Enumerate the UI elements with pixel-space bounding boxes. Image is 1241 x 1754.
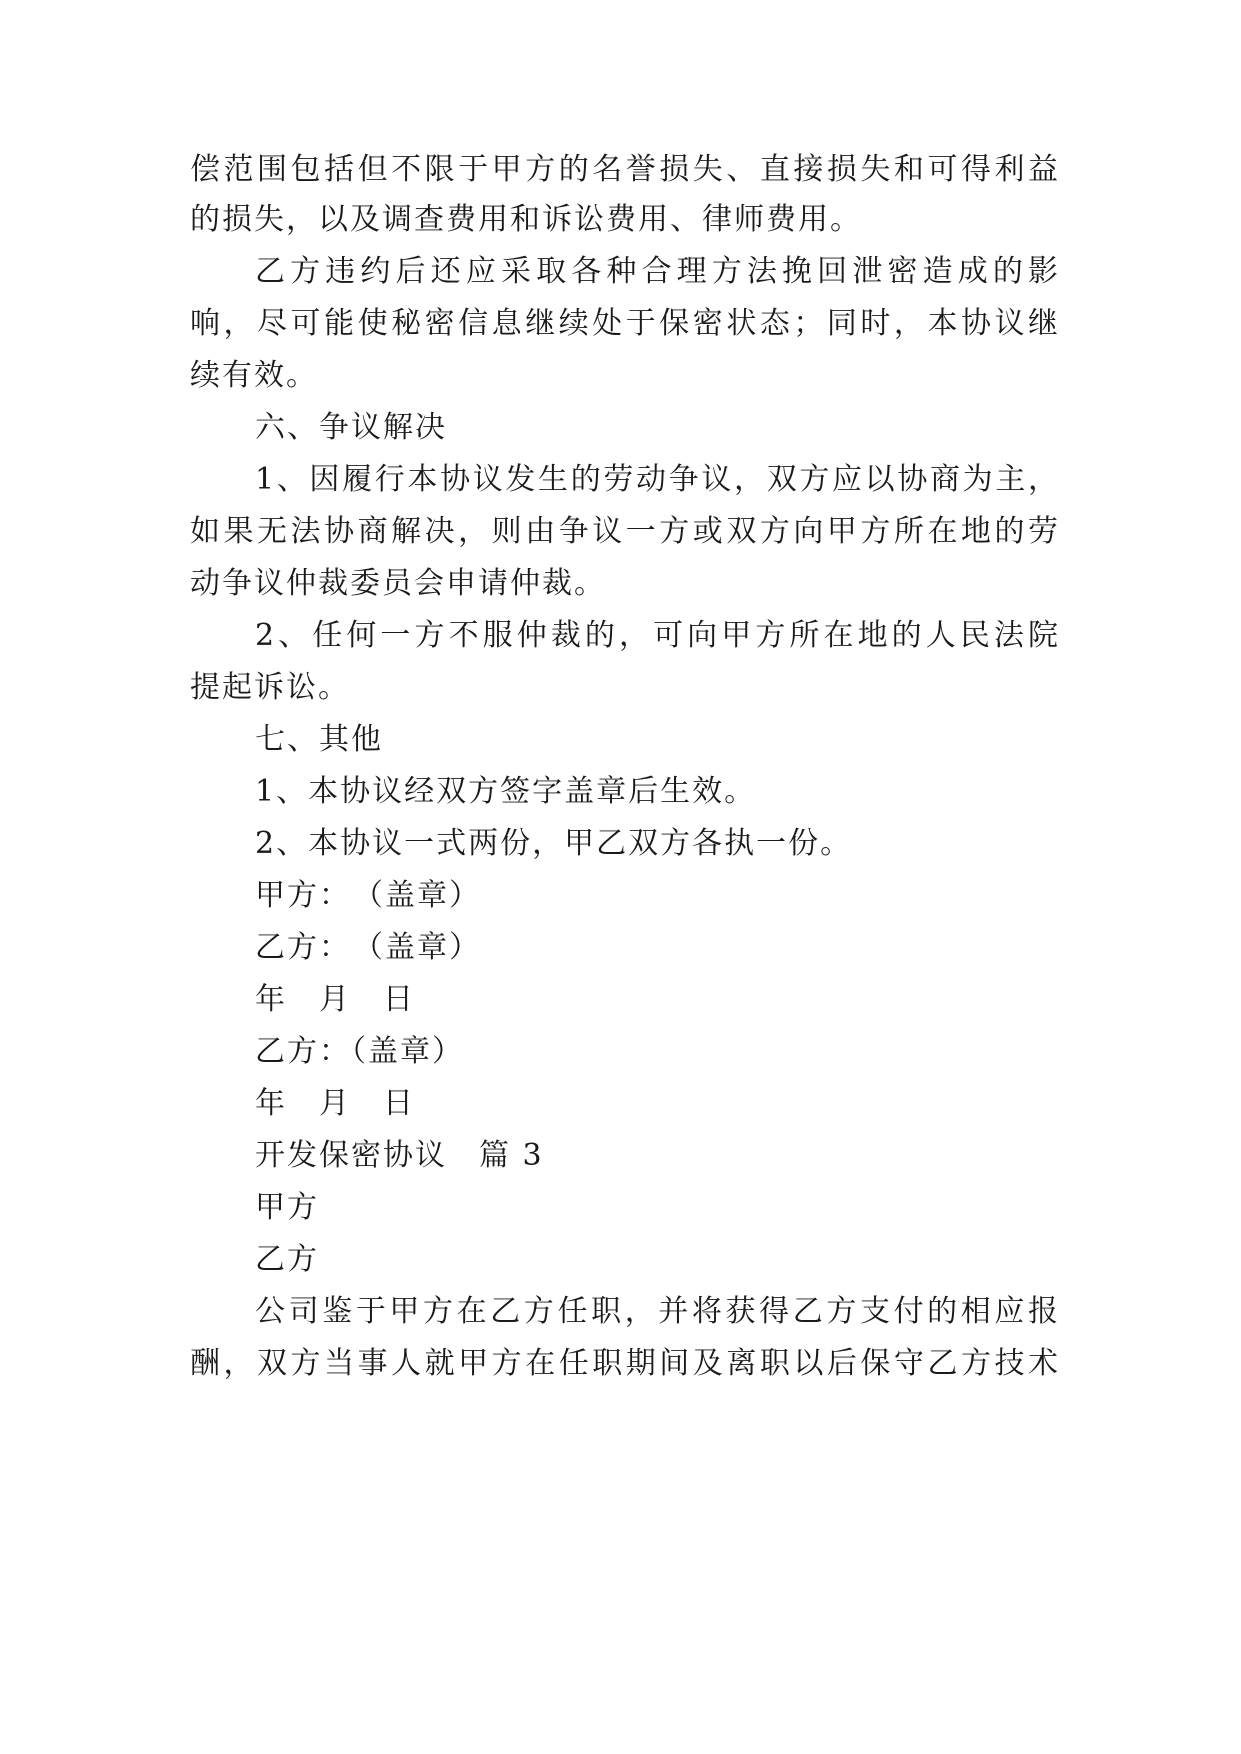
party-a-label: 甲方 xyxy=(255,1190,319,1225)
signature-party-b: 乙方： （盖章） xyxy=(255,930,481,965)
text-line: 偿范围包括但不限于甲方的名誉损失、直接损失和可得利益 xyxy=(190,152,1060,187)
text-line: 动争议仲裁委员会申请仲裁。 xyxy=(190,566,606,601)
document-title: 开发保密协议 篇 3 xyxy=(255,1138,544,1173)
date-line: 年 月 日 xyxy=(255,982,415,1017)
text-line: 提起诉讼。 xyxy=(190,670,350,705)
signature-party-a: 甲方： （盖章） xyxy=(255,878,481,913)
party-b-label: 乙方 xyxy=(255,1242,319,1277)
text-line: 如果无法协商解决，则由争议一方或双方向甲方所在地的劳 xyxy=(190,514,1060,549)
text-line: 2、任何一方不服仲裁的，可向甲方所在地的人民法院 xyxy=(255,618,1060,653)
text-line: 续有效。 xyxy=(190,358,318,393)
text-line: 1、本协议经双方签字盖章后生效。 xyxy=(255,774,757,809)
section-heading: 七、其他 xyxy=(255,722,383,757)
section-heading: 六、争议解决 xyxy=(255,410,447,445)
signature-party-b: 乙方：（盖章） xyxy=(255,1034,464,1069)
text-line: 2、本协议一式两份，甲乙双方各执一份。 xyxy=(255,826,853,861)
date-line: 年 月 日 xyxy=(255,1086,415,1121)
text-line: 乙方违约后还应采取各种合理方法挽回泄密造成的影 xyxy=(255,254,1060,289)
text-line: 1、因履行本协议发生的劳动争议，双方应以协商为主， xyxy=(255,462,1060,497)
text-line: 公司鉴于甲方在乙方任职，并将获得乙方支付的相应报 xyxy=(255,1294,1060,1329)
text-line: 酬，双方当事人就甲方在任职期间及离职以后保守乙方技术 xyxy=(190,1346,1060,1381)
text-line: 响，尽可能使秘密信息继续处于保密状态；同时，本协议继 xyxy=(190,306,1060,341)
text-line: 的损失，以及调查费用和诉讼费用、律师费用。 xyxy=(190,202,862,237)
